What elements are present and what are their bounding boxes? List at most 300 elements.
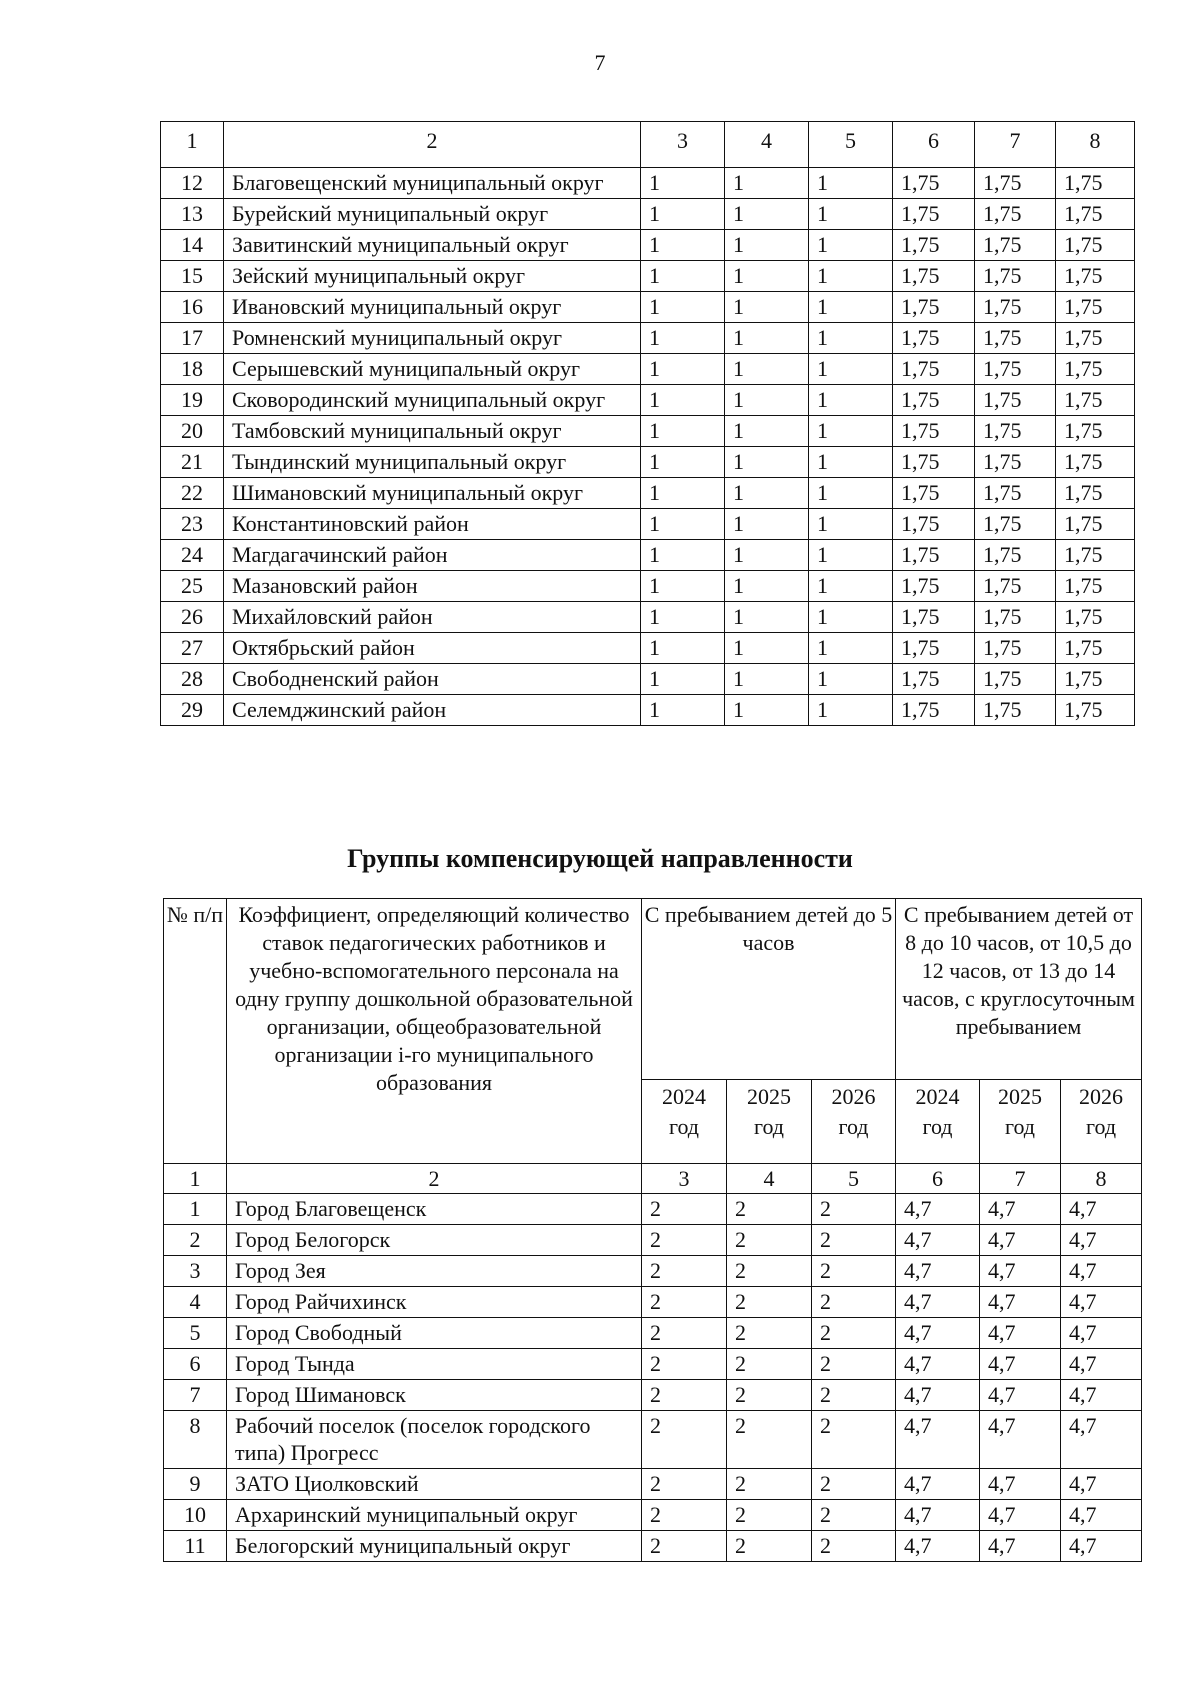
row-number: 14 — [161, 230, 224, 261]
coefficient-cell: 1,75 — [1056, 168, 1135, 199]
coefficient-cell: 1,75 — [893, 416, 975, 447]
coefficient-cell: 1 — [641, 571, 725, 602]
coefficient-cell: 1 — [725, 447, 809, 478]
table-row — [161, 664, 1135, 695]
municipality-name: Константиновский район — [224, 509, 641, 540]
row-number: 7 — [164, 1380, 227, 1411]
coefficient-cell: 4,7 — [1061, 1500, 1142, 1531]
coefficient-cell: 2 — [642, 1380, 727, 1411]
coefficient-cell: 2 — [642, 1225, 727, 1256]
coefficient-cell: 4,7 — [1061, 1194, 1142, 1225]
table-row — [164, 1194, 1142, 1225]
coefficient-cell: 2 — [727, 1500, 812, 1531]
year-header — [896, 1080, 980, 1164]
municipality-name: Селемджинский район — [224, 695, 641, 726]
municipality-name: Город Тында — [227, 1349, 642, 1380]
coefficient-cell: 4,7 — [980, 1225, 1061, 1256]
coefficient-cell: 1,75 — [893, 447, 975, 478]
year-value: 2026 — [831, 1084, 876, 1110]
coefficient-cell: 1,75 — [1056, 292, 1135, 323]
row-number: 29 — [161, 695, 224, 726]
coefficient-cell: 4,7 — [980, 1469, 1061, 1500]
coefficient-cell: 1,75 — [975, 602, 1056, 633]
coefficient-cell: 4,7 — [980, 1349, 1061, 1380]
coefficient-cell: 4,7 — [896, 1380, 980, 1411]
coefficient-cell: 1,75 — [893, 571, 975, 602]
coefficient-cell: 4,7 — [980, 1500, 1061, 1531]
coefficient-cell: 2 — [727, 1225, 812, 1256]
coefficient-cell: 1 — [809, 292, 893, 323]
coefficient-cell: 2 — [727, 1531, 812, 1562]
page-number: 7 — [594, 50, 606, 75]
table2-body — [164, 899, 1142, 1562]
coefficient-cell: 1,75 — [893, 509, 975, 540]
coefficient-cell: 1,75 — [975, 385, 1056, 416]
coefficient-cell: 1 — [725, 633, 809, 664]
coefficient-cell: 4,7 — [896, 1225, 980, 1256]
coefficient-cell: 1 — [725, 261, 809, 292]
coefficient-cell: 4,7 — [980, 1287, 1061, 1318]
coefficient-cell: 2 — [642, 1318, 727, 1349]
coefficient-cell: 2 — [642, 1531, 727, 1562]
coefficient-cell: 1,75 — [975, 354, 1056, 385]
coefficient-cell: 2 — [642, 1411, 727, 1469]
coefficient-cell: 1,75 — [1056, 695, 1135, 726]
municipality-name: Михайловский район — [224, 602, 641, 633]
coefficient-cell: 1,75 — [975, 447, 1056, 478]
municipality-name: Шимановский муниципальный округ — [224, 478, 641, 509]
row-number: 5 — [164, 1318, 227, 1349]
year-header — [727, 1080, 812, 1164]
year-header — [642, 1080, 727, 1164]
coefficient-cell: 1 — [725, 695, 809, 726]
table-row — [164, 1500, 1142, 1531]
coefficient-cell: 4,7 — [980, 1194, 1061, 1225]
coefficient-cell: 2 — [727, 1380, 812, 1411]
table-row — [161, 323, 1135, 354]
year-unit: год — [1085, 1114, 1117, 1140]
coefficient-cell: 1 — [809, 571, 893, 602]
municipality-name: Город Зея — [227, 1256, 642, 1287]
coefficient-cell: 2 — [812, 1225, 896, 1256]
coefficient-cell: 1,75 — [893, 664, 975, 695]
coefficient-cell: 2 — [727, 1349, 812, 1380]
coefficient-cell: 1,75 — [1056, 261, 1135, 292]
table-row — [161, 633, 1135, 664]
municipality-name: Архаринский муниципальный округ — [227, 1500, 642, 1531]
coefficient-cell: 1,75 — [893, 633, 975, 664]
row-number: 25 — [161, 571, 224, 602]
coefficient-cell: 2 — [642, 1469, 727, 1500]
coefficient-cell: 1,75 — [893, 695, 975, 726]
row-number: 9 — [164, 1469, 227, 1500]
municipality-name: Город Благовещенск — [227, 1194, 642, 1225]
table2-column-numbers — [164, 1164, 1142, 1194]
coefficient-cell: 1,75 — [975, 323, 1056, 354]
coefficient-cell: 1,75 — [893, 199, 975, 230]
table-row — [161, 447, 1135, 478]
coefficient-cell: 2 — [812, 1411, 896, 1469]
coefficient-cell: 1 — [725, 385, 809, 416]
coefficient-cell: 4,7 — [896, 1287, 980, 1318]
table-row — [164, 1411, 1142, 1469]
coefficient-cell: 2 — [727, 1194, 812, 1225]
coefficient-cell: 1 — [725, 509, 809, 540]
year-value: 2025 — [998, 1084, 1042, 1110]
table-row — [164, 1349, 1142, 1380]
row-number: 17 — [161, 323, 224, 354]
table-row — [161, 168, 1135, 199]
column-number: 2 — [227, 1164, 642, 1194]
column-number: 5 — [809, 122, 893, 168]
coefficient-cell: 1 — [809, 416, 893, 447]
year-value: 2024 — [662, 1084, 706, 1110]
municipality-name: Город Шимановск — [227, 1380, 642, 1411]
coefficient-cell: 1,75 — [1056, 416, 1135, 447]
coefficient-cell: 2 — [812, 1469, 896, 1500]
table-row — [161, 261, 1135, 292]
coefficient-cell: 4,7 — [1061, 1349, 1142, 1380]
row-number: 26 — [161, 602, 224, 633]
year-header — [1061, 1080, 1142, 1164]
header-coefficient: Коэффициент, определяющий количество ставок педагогических работников и учебно-вспомогательного персонала на одну группу дошкольной образовательной организации, общеобразовательной организации i-го муниципального образования — [227, 899, 642, 1164]
table-row — [161, 199, 1135, 230]
coefficient-cell: 4,7 — [896, 1349, 980, 1380]
year-unit: год — [838, 1114, 869, 1140]
municipality-name: Ивановский муниципальный округ — [224, 292, 641, 323]
coefficient-cell: 2 — [642, 1194, 727, 1225]
coefficient-cell: 1,75 — [975, 695, 1056, 726]
row-number: 13 — [161, 199, 224, 230]
coefficient-cell: 1 — [809, 230, 893, 261]
municipality-name: Магдагачинский район — [224, 540, 641, 571]
municipality-name: Зейский муниципальный округ — [224, 261, 641, 292]
coefficient-cell: 1 — [641, 292, 725, 323]
table-row — [164, 1287, 1142, 1318]
row-number: 1 — [164, 1194, 227, 1225]
year-value: 2024 — [915, 1084, 960, 1110]
coefficient-cell: 1 — [809, 354, 893, 385]
municipality-name: Рабочий поселок (поселок городского типа) Прогресс — [227, 1411, 642, 1469]
coefficient-cell: 1,75 — [893, 540, 975, 571]
year-unit: год — [1004, 1114, 1036, 1140]
table-row — [161, 354, 1135, 385]
coefficient-cell: 1 — [725, 230, 809, 261]
coefficient-cell: 1 — [725, 199, 809, 230]
coefficient-cell: 1 — [641, 261, 725, 292]
table-row — [161, 416, 1135, 447]
coefficient-cell: 1,75 — [893, 478, 975, 509]
municipality-name: Ромненский муниципальный округ — [224, 323, 641, 354]
row-number: 15 — [161, 261, 224, 292]
row-number: 23 — [161, 509, 224, 540]
column-number: 8 — [1056, 122, 1135, 168]
coefficient-cell: 1,75 — [975, 633, 1056, 664]
municipality-name: Благовещенский муниципальный округ — [224, 168, 641, 199]
coefficient-cell: 4,7 — [980, 1380, 1061, 1411]
table-row — [164, 1318, 1142, 1349]
coefficient-cell: 1,75 — [1056, 447, 1135, 478]
header-stay-up-to-5-hours: С пребыванием детей до 5 часов — [642, 899, 896, 1080]
coefficient-cell: 1 — [641, 633, 725, 664]
coefficient-cell: 1,75 — [975, 478, 1056, 509]
coefficient-cell: 2 — [812, 1531, 896, 1562]
coefficient-cell: 4,7 — [896, 1411, 980, 1469]
municipality-name: Сковородинский муниципальный округ — [224, 385, 641, 416]
coefficient-cell: 4,7 — [1061, 1287, 1142, 1318]
coefficient-cell: 2 — [812, 1287, 896, 1318]
coefficient-cell: 1 — [725, 540, 809, 571]
table-row — [164, 1469, 1142, 1500]
coefficient-cell: 1,75 — [1056, 230, 1135, 261]
coefficient-cell: 4,7 — [1061, 1380, 1142, 1411]
municipality-name: Город Белогорск — [227, 1225, 642, 1256]
table-row — [161, 230, 1135, 261]
coefficient-cell: 1 — [809, 323, 893, 354]
coefficient-cell: 1 — [641, 509, 725, 540]
coefficient-cell: 1,75 — [1056, 602, 1135, 633]
coefficient-cell: 1,75 — [975, 261, 1056, 292]
row-number: 10 — [164, 1500, 227, 1531]
coefficient-cell: 2 — [642, 1349, 727, 1380]
coefficient-cell: 2 — [642, 1256, 727, 1287]
coefficient-cell: 1,75 — [1056, 540, 1135, 571]
coefficient-cell: 1,75 — [975, 540, 1056, 571]
coefficient-cell: 2 — [812, 1256, 896, 1287]
coefficient-cell: 4,7 — [1061, 1318, 1142, 1349]
coefficient-cell: 2 — [727, 1287, 812, 1318]
column-number: 7 — [975, 122, 1056, 168]
coefficient-cell: 1 — [725, 292, 809, 323]
coefficient-cell: 1,75 — [893, 168, 975, 199]
coefficient-cell: 1,75 — [975, 199, 1056, 230]
coefficient-cell: 1,75 — [893, 385, 975, 416]
municipality-name: Бурейский муниципальный округ — [224, 199, 641, 230]
coefficient-cell: 1 — [725, 664, 809, 695]
coefficient-cell: 4,7 — [896, 1256, 980, 1287]
coefficient-cell: 1 — [809, 602, 893, 633]
coefficient-cell: 1 — [725, 354, 809, 385]
coefficient-cell: 2 — [727, 1469, 812, 1500]
table-row — [161, 509, 1135, 540]
row-number: 22 — [161, 478, 224, 509]
year-unit: год — [668, 1114, 700, 1140]
municipality-name: Город Райчихинск — [227, 1287, 642, 1318]
municipality-name: Тамбовский муниципальный округ — [224, 416, 641, 447]
coefficient-cell: 1 — [725, 168, 809, 199]
year-unit: год — [922, 1114, 953, 1140]
table1-column-numbers — [161, 122, 1135, 168]
coefficient-cell: 1 — [641, 478, 725, 509]
header-row-number: № п/п — [164, 899, 227, 1164]
table1-body — [161, 122, 1135, 726]
coefficient-cell: 1 — [809, 261, 893, 292]
municipality-name: Серышевский муниципальный округ — [224, 354, 641, 385]
coefficient-cell: 1 — [641, 447, 725, 478]
column-number: 6 — [893, 122, 975, 168]
coefficient-cell: 1 — [809, 633, 893, 664]
row-number: 20 — [161, 416, 224, 447]
table-row — [161, 478, 1135, 509]
coefficient-cell: 1 — [641, 602, 725, 633]
coefficient-cell: 1,75 — [975, 416, 1056, 447]
coefficient-cell: 2 — [812, 1318, 896, 1349]
coefficient-cell: 1,75 — [893, 323, 975, 354]
column-number: 3 — [641, 122, 725, 168]
coefficient-cell: 4,7 — [980, 1411, 1061, 1469]
table-row — [161, 695, 1135, 726]
row-number: 18 — [161, 354, 224, 385]
coefficient-cell: 1,75 — [1056, 571, 1135, 602]
coefficient-cell: 1 — [641, 385, 725, 416]
year-value: 2026 — [1079, 1084, 1123, 1110]
coefficient-cell: 1 — [809, 664, 893, 695]
table-row — [164, 1225, 1142, 1256]
table-row — [161, 602, 1135, 633]
row-number: 11 — [164, 1531, 227, 1562]
coefficient-cell: 4,7 — [896, 1500, 980, 1531]
row-number: 28 — [161, 664, 224, 695]
coefficient-cell: 2 — [812, 1500, 896, 1531]
coefficient-cell: 1 — [809, 199, 893, 230]
table-row — [164, 1380, 1142, 1411]
table-row — [161, 540, 1135, 571]
coefficient-cell: 4,7 — [1061, 1411, 1142, 1469]
coefficient-cell: 4,7 — [896, 1469, 980, 1500]
table-row — [164, 1531, 1142, 1562]
coefficient-cell: 1 — [809, 509, 893, 540]
column-number: 4 — [725, 122, 809, 168]
coefficient-cell: 1,75 — [975, 292, 1056, 323]
coefficient-cell: 1 — [725, 323, 809, 354]
row-number: 27 — [161, 633, 224, 664]
coefficient-cell: 1 — [641, 664, 725, 695]
coefficient-cell: 4,7 — [980, 1531, 1061, 1562]
coefficient-cell: 2 — [812, 1194, 896, 1225]
coefficient-cell: 4,7 — [1061, 1469, 1142, 1500]
coefficient-cell: 1,75 — [893, 292, 975, 323]
coefficient-cell: 1 — [641, 695, 725, 726]
column-number: 1 — [164, 1164, 227, 1194]
coefficient-cell: 1 — [809, 447, 893, 478]
column-number: 7 — [980, 1164, 1061, 1194]
row-number: 8 — [164, 1411, 227, 1469]
coefficient-cell: 1 — [809, 478, 893, 509]
row-number: 24 — [161, 540, 224, 571]
coefficient-cell: 1,75 — [893, 602, 975, 633]
coefficient-cell: 1,75 — [1056, 199, 1135, 230]
coefficient-cell: 1,75 — [1056, 323, 1135, 354]
column-number: 5 — [812, 1164, 896, 1194]
coefficient-cell: 1 — [641, 199, 725, 230]
coefficient-cell: 1,75 — [893, 230, 975, 261]
municipality-name: Город Свободный — [227, 1318, 642, 1349]
row-number: 16 — [161, 292, 224, 323]
row-number: 21 — [161, 447, 224, 478]
coefficient-cell: 2 — [727, 1411, 812, 1469]
row-number: 3 — [164, 1256, 227, 1287]
coefficient-cell: 1,75 — [893, 354, 975, 385]
coefficient-cell: 4,7 — [896, 1531, 980, 1562]
coefficient-cell: 1,75 — [975, 664, 1056, 695]
row-number: 12 — [161, 168, 224, 199]
year-value: 2025 — [747, 1084, 791, 1110]
year-header — [812, 1080, 896, 1164]
column-number: 1 — [161, 122, 224, 168]
coefficient-cell: 4,7 — [1061, 1225, 1142, 1256]
table-row — [164, 1256, 1142, 1287]
coefficient-cell: 1,75 — [1056, 509, 1135, 540]
coefficient-cell: 1 — [809, 168, 893, 199]
coefficient-cell: 2 — [727, 1318, 812, 1349]
coefficient-cell: 1,75 — [1056, 664, 1135, 695]
municipality-name: Октябрьский район — [224, 633, 641, 664]
coefficient-cell: 1 — [725, 478, 809, 509]
coefficient-cell: 4,7 — [1061, 1531, 1142, 1562]
coefficient-cell: 1,75 — [975, 509, 1056, 540]
coefficient-cell: 1 — [809, 385, 893, 416]
coefficient-cell: 4,7 — [980, 1318, 1061, 1349]
coefficient-cell: 1 — [641, 540, 725, 571]
coefficient-cell: 4,7 — [980, 1256, 1061, 1287]
coefficient-cell: 1,75 — [1056, 354, 1135, 385]
coefficient-cell: 4,7 — [1061, 1256, 1142, 1287]
coefficient-cell: 1 — [809, 540, 893, 571]
coefficient-cell: 2 — [642, 1500, 727, 1531]
coefficient-cell: 2 — [642, 1287, 727, 1318]
coefficient-cell: 1,75 — [975, 168, 1056, 199]
coefficient-cell: 1 — [809, 695, 893, 726]
coefficient-cell: 1,75 — [1056, 385, 1135, 416]
column-number: 6 — [896, 1164, 980, 1194]
column-number: 2 — [224, 122, 641, 168]
row-number: 19 — [161, 385, 224, 416]
coefficient-cell: 1,75 — [893, 261, 975, 292]
section-title: Группы компенсирующей направленности — [347, 844, 853, 873]
table2-header-row — [164, 899, 1142, 1080]
column-number: 4 — [727, 1164, 812, 1194]
coefficient-cell: 1 — [641, 168, 725, 199]
coefficient-cell: 2 — [812, 1349, 896, 1380]
coefficient-cell: 1 — [641, 354, 725, 385]
year-unit: год — [753, 1114, 785, 1140]
year-header — [980, 1080, 1061, 1164]
coefficient-cell: 2 — [727, 1256, 812, 1287]
row-number: 4 — [164, 1287, 227, 1318]
coefficient-cell: 1 — [641, 416, 725, 447]
coefficient-cell: 4,7 — [896, 1194, 980, 1225]
municipality-name: Белогорский муниципальный округ — [227, 1531, 642, 1562]
compensating-groups-table — [163, 898, 1142, 1562]
header-stay-extended: С пребыванием детей от 8 до 10 часов, от 10,5 до 12 часов, от 13 до 14 часов, с круглосуточным пребыванием — [896, 899, 1142, 1080]
coefficient-cell: 1,75 — [1056, 478, 1135, 509]
table-row — [161, 292, 1135, 323]
column-number: 8 — [1061, 1164, 1142, 1194]
municipality-name: Мазановский район — [224, 571, 641, 602]
coefficient-cell: 1,75 — [975, 230, 1056, 261]
coefficients-table-continued — [160, 121, 1135, 726]
coefficient-cell: 2 — [812, 1380, 896, 1411]
coefficient-cell: 1 — [725, 602, 809, 633]
coefficient-cell: 4,7 — [896, 1318, 980, 1349]
municipality-name: Свободненский район — [224, 664, 641, 695]
coefficient-cell: 1 — [641, 230, 725, 261]
row-number: 2 — [164, 1225, 227, 1256]
coefficient-cell: 1 — [725, 571, 809, 602]
coefficient-cell: 1,75 — [1056, 633, 1135, 664]
table-row — [161, 571, 1135, 602]
table-row — [161, 385, 1135, 416]
